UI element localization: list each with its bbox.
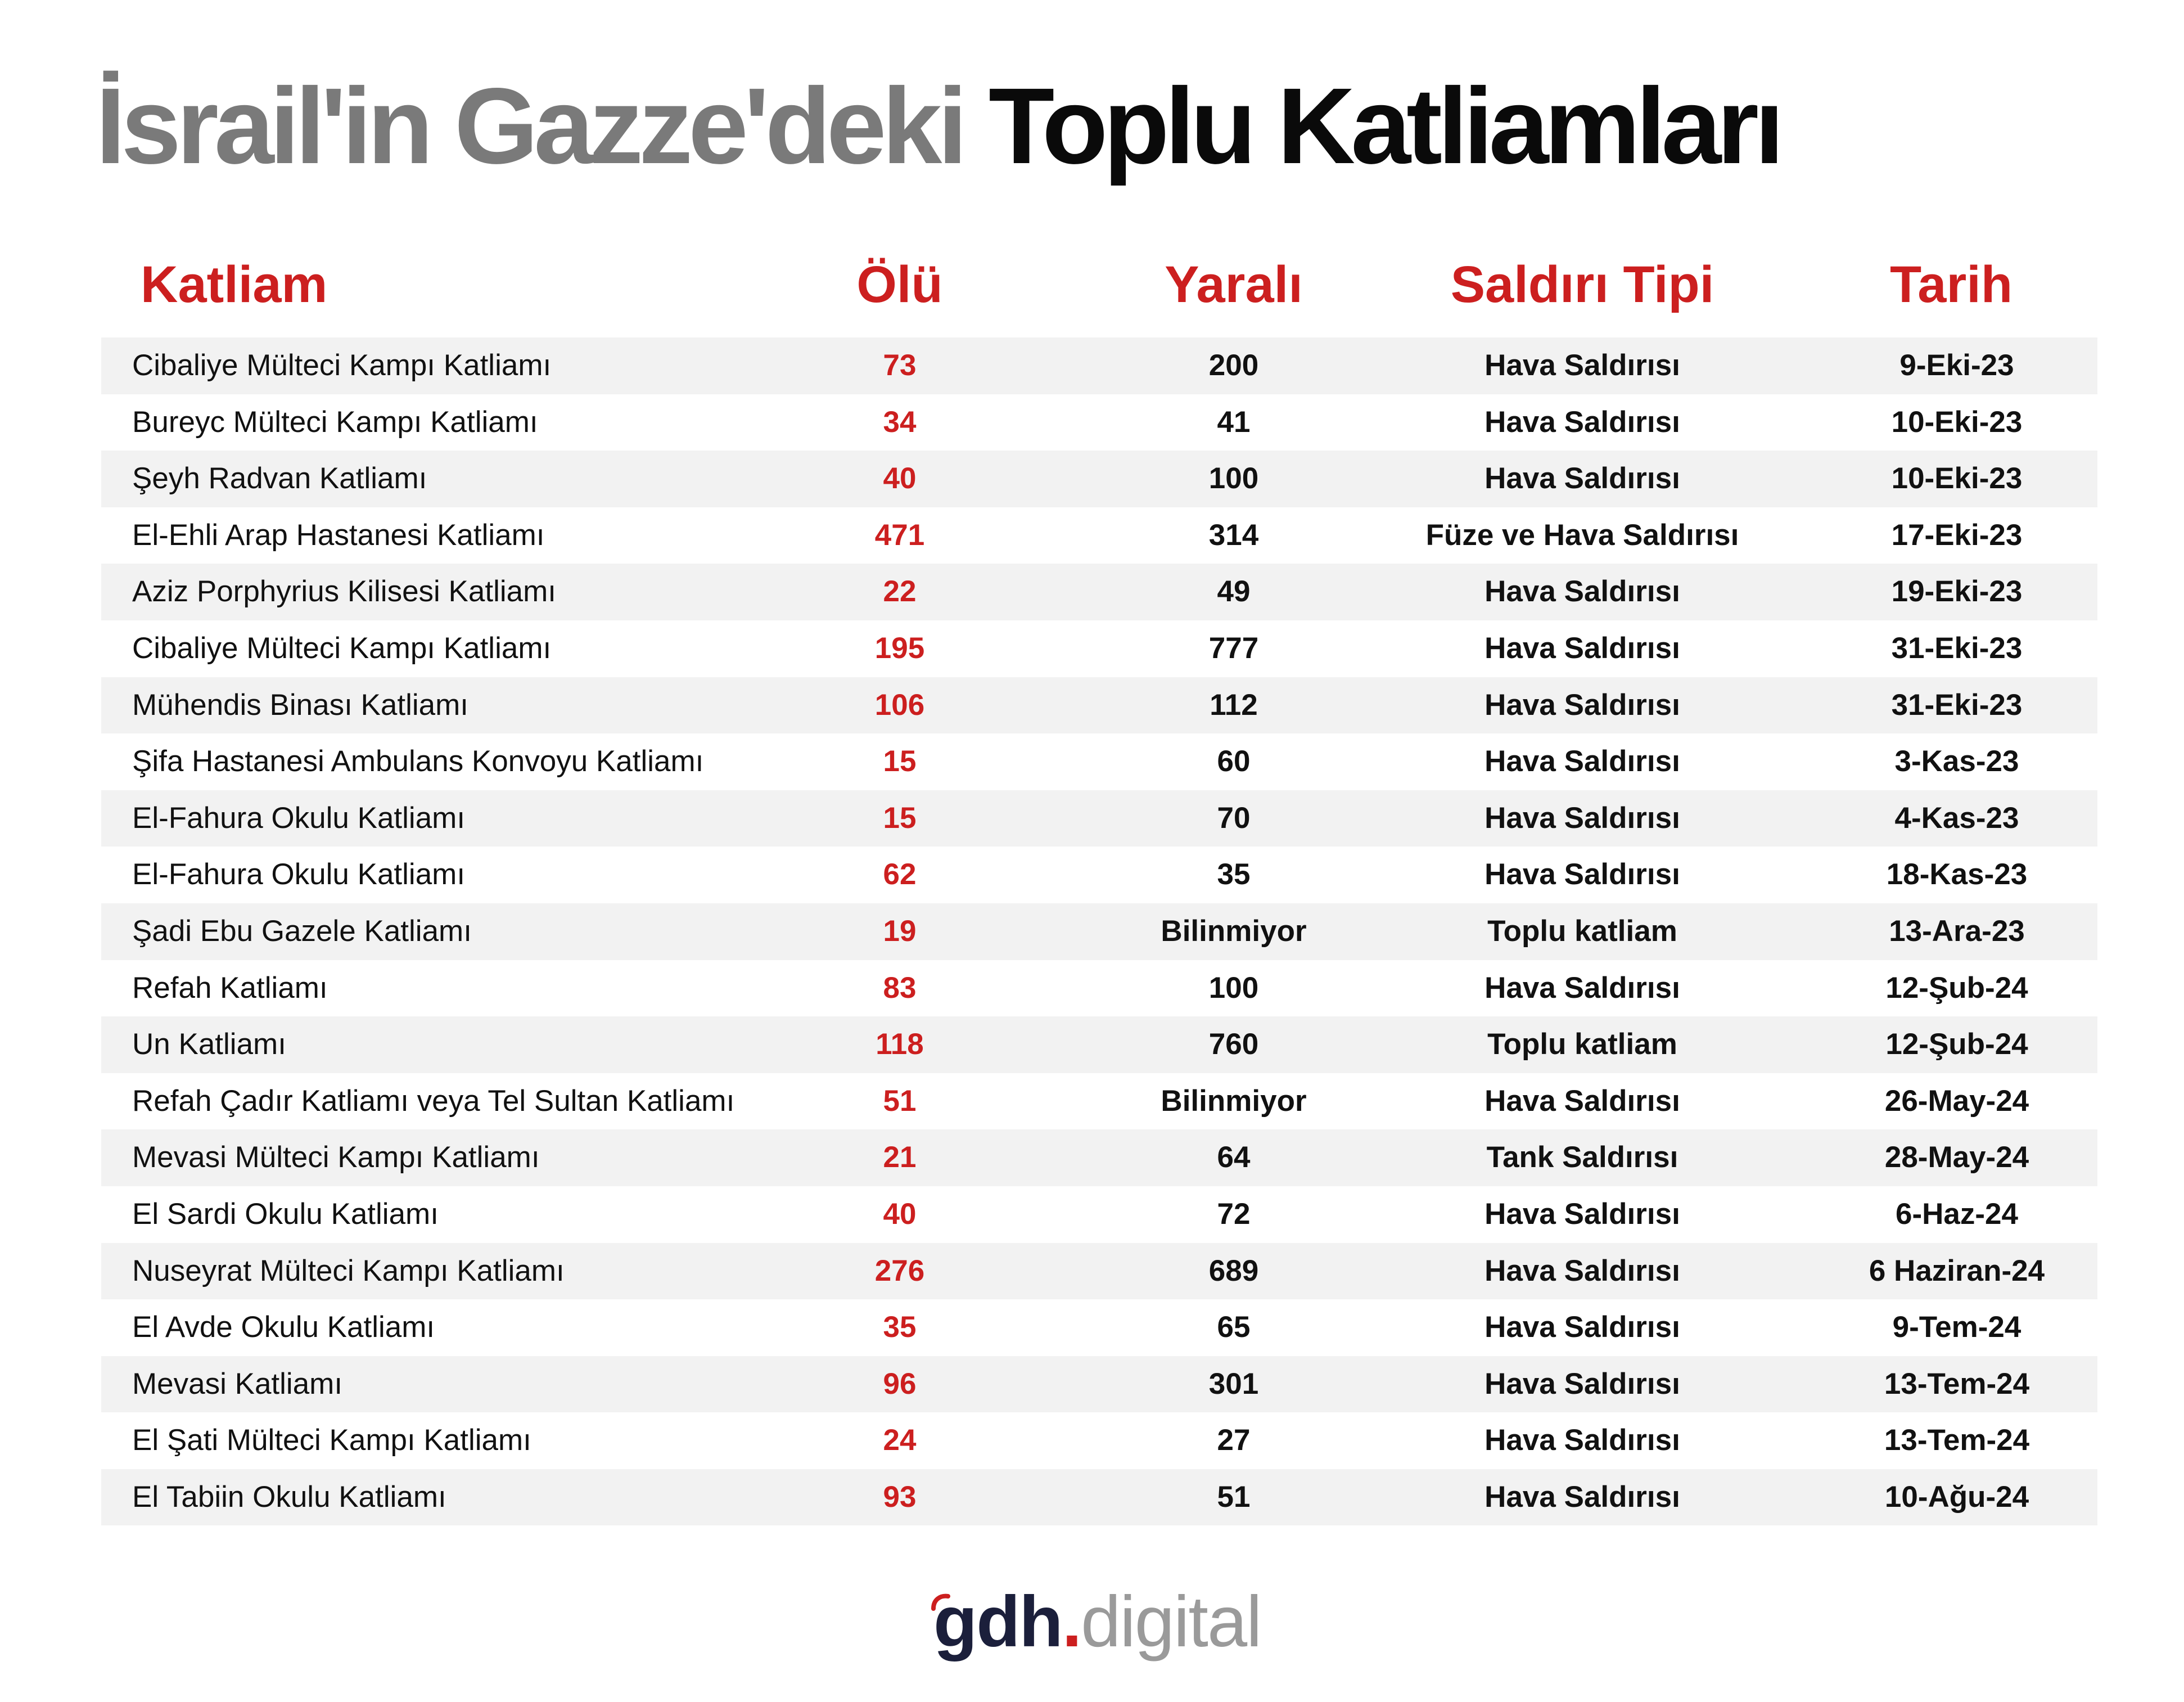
table-row [101, 507, 2097, 564]
cell-tarih: 28-May-24 [1884, 1141, 2029, 1174]
cell-olu: 34 [883, 405, 917, 439]
table-row [101, 564, 2097, 620]
cell-katliam: El-Fahura Okulu Katliamı [132, 858, 466, 891]
cell-katliam: Şadi Ebu Gazele Katliamı [132, 914, 472, 948]
cell-olu: 40 [883, 462, 917, 496]
cell-saldiri-tipi: Hava Saldırısı [1484, 349, 1680, 382]
table-header [101, 247, 2097, 337]
cell-tarih: 3-Kas-23 [1894, 745, 2019, 778]
cell-katliam: Nuseyrat Mülteci Kampı Katliamı [132, 1254, 565, 1287]
cell-yarali: 72 [1217, 1197, 1251, 1231]
cell-olu: 40 [883, 1197, 917, 1231]
cell-yarali: 301 [1208, 1367, 1259, 1401]
table-row [101, 1073, 2097, 1130]
cell-saldiri-tipi: Hava Saldırısı [1484, 575, 1680, 609]
cell-saldiri-tipi: Hava Saldırısı [1484, 858, 1680, 891]
table-row [101, 1243, 2097, 1300]
cell-tarih: 4-Kas-23 [1894, 801, 2019, 835]
cell-saldiri-tipi: Füze ve Hava Saldırısı [1425, 518, 1739, 552]
cell-olu: 24 [883, 1424, 917, 1457]
table-row [101, 337, 2097, 394]
table-row [101, 620, 2097, 677]
table-row [101, 1016, 2097, 1073]
table-row [101, 1186, 2097, 1243]
cell-katliam: El-Ehli Arap Hastanesi Katliamı [132, 518, 545, 552]
cell-tarih: 6-Haz-24 [1896, 1197, 2018, 1231]
gdh-digital-logo [933, 1582, 1261, 1671]
header-katliam: Katliam [141, 256, 328, 313]
cell-katliam: El Şati Mülteci Kampı Katliamı [132, 1424, 531, 1457]
cell-yarali: 100 [1208, 971, 1259, 1005]
cell-saldiri-tipi: Hava Saldırısı [1484, 462, 1680, 496]
table-row [101, 1412, 2097, 1469]
table-row [101, 847, 2097, 903]
cell-katliam: Şifa Hastanesi Ambulans Konvoyu Katliamı [132, 745, 704, 778]
cell-tarih: 18-Kas-23 [1886, 858, 2028, 891]
cell-yarali: 64 [1217, 1141, 1251, 1174]
cell-katliam: Cibaliye Mülteci Kampı Katliamı [132, 631, 552, 665]
table-body [101, 337, 2097, 1525]
cell-yarali: 65 [1217, 1311, 1251, 1344]
cell-olu: 93 [883, 1480, 917, 1514]
cell-olu: 19 [883, 914, 917, 948]
cell-olu: 471 [874, 518, 925, 552]
cell-yarali: 112 [1210, 688, 1258, 722]
cell-tarih: 13-Ara-23 [1889, 914, 2025, 948]
cell-olu: 195 [874, 631, 925, 665]
cell-saldiri-tipi: Hava Saldırısı [1484, 1424, 1680, 1457]
cell-yarali: 51 [1217, 1480, 1251, 1514]
cell-olu: 276 [874, 1254, 925, 1287]
cell-olu: 35 [883, 1311, 917, 1344]
table-row [101, 1299, 2097, 1356]
cell-tarih: 31-Eki-23 [1891, 688, 2023, 722]
massacres-table [101, 247, 2097, 1525]
table-row [101, 451, 2097, 507]
cell-katliam: Refah Katliamı [132, 971, 328, 1005]
cell-tarih: 13-Tem-24 [1884, 1424, 2030, 1457]
cell-katliam: Bureyc Mülteci Kampı Katliamı [132, 405, 538, 439]
cell-yarali: 70 [1217, 801, 1251, 835]
cell-saldiri-tipi: Toplu katliam [1487, 914, 1677, 948]
title-part-2: Toplu Katliamları [989, 65, 1780, 186]
cell-katliam: Mühendis Binası Katliamı [132, 688, 469, 722]
cell-tarih: 6 Haziran-24 [1869, 1254, 2045, 1287]
logo-swoosh-icon [930, 1592, 950, 1612]
cell-olu: 51 [883, 1084, 917, 1118]
header-yarali: Yaralı [1165, 256, 1303, 313]
cell-saldiri-tipi: Hava Saldırısı [1484, 745, 1680, 778]
logo-dot: . [1062, 1582, 1081, 1662]
title-part-1: İsrail'in Gazze'deki [96, 65, 963, 186]
cell-katliam: Şeyh Radvan Katliamı [132, 462, 427, 496]
cell-saldiri-tipi: Toplu katliam [1487, 1028, 1677, 1061]
table-row [101, 790, 2097, 847]
cell-tarih: 26-May-24 [1884, 1084, 2029, 1118]
cell-saldiri-tipi: Hava Saldırısı [1484, 405, 1680, 439]
cell-saldiri-tipi: Hava Saldırısı [1484, 1311, 1680, 1344]
cell-saldiri-tipi: Hava Saldırısı [1484, 1197, 1680, 1231]
cell-tarih: 12-Şub-24 [1885, 1028, 2028, 1061]
cell-olu: 15 [883, 745, 917, 778]
cell-tarih: 10-Eki-23 [1891, 462, 2023, 496]
cell-yarali: 689 [1208, 1254, 1259, 1287]
header-olu: Ölü [856, 256, 943, 313]
cell-yarali: Bilinmiyor [1161, 1084, 1307, 1118]
cell-tarih: 31-Eki-23 [1891, 631, 2023, 665]
table-row [101, 733, 2097, 790]
cell-katliam: Cibaliye Mülteci Kampı Katliamı [132, 349, 552, 382]
cell-yarali: Bilinmiyor [1161, 914, 1307, 948]
cell-olu: 83 [883, 971, 917, 1005]
logo-suffix: digital [1081, 1582, 1261, 1662]
cell-saldiri-tipi: Hava Saldırısı [1484, 1480, 1680, 1514]
cell-katliam: Mevasi Mülteci Kampı Katliamı [132, 1141, 540, 1174]
cell-saldiri-tipi: Hava Saldırısı [1484, 1084, 1680, 1118]
cell-katliam: Refah Çadır Katliamı veya Tel Sultan Katliamı [132, 1084, 735, 1118]
cell-yarali: 49 [1217, 575, 1251, 609]
table-row [101, 677, 2097, 734]
cell-olu: 106 [874, 688, 925, 722]
cell-tarih: 10-Eki-23 [1891, 405, 2023, 439]
cell-saldiri-tipi: Hava Saldırısı [1484, 1254, 1680, 1287]
cell-yarali: 200 [1208, 349, 1259, 382]
cell-tarih: 17-Eki-23 [1891, 518, 2023, 552]
cell-yarali: 41 [1217, 405, 1251, 439]
cell-katliam: El Tabiin Okulu Katliamı [132, 1480, 446, 1514]
cell-katliam: El Avde Okulu Katliamı [132, 1311, 435, 1344]
cell-saldiri-tipi: Hava Saldırısı [1484, 801, 1680, 835]
table-row [101, 1469, 2097, 1526]
cell-yarali: 777 [1208, 631, 1259, 665]
table-row [101, 903, 2097, 960]
cell-saldiri-tipi: Hava Saldırısı [1484, 631, 1680, 665]
cell-saldiri-tipi: Hava Saldırısı [1484, 971, 1680, 1005]
cell-tarih: 10-Ağu-24 [1884, 1480, 2029, 1514]
cell-tarih: 19-Eki-23 [1891, 575, 2023, 609]
cell-katliam: El-Fahura Okulu Katliamı [132, 801, 466, 835]
cell-katliam: Aziz Porphyrius Kilisesi Katliamı [132, 575, 557, 609]
logo-brand: gdh [933, 1582, 1062, 1662]
table-row [101, 1129, 2097, 1186]
cell-tarih: 9-Tem-24 [1892, 1311, 2021, 1344]
cell-yarali: 60 [1217, 745, 1251, 778]
cell-olu: 73 [883, 349, 917, 382]
header-saldiri-tipi: Saldırı Tipi [1450, 256, 1714, 313]
page-title [96, 65, 1780, 186]
cell-olu: 62 [883, 858, 917, 891]
cell-yarali: 35 [1217, 858, 1251, 891]
cell-olu: 22 [883, 575, 917, 609]
cell-katliam: Un Katliamı [132, 1028, 286, 1061]
cell-olu: 118 [876, 1028, 924, 1061]
cell-olu: 21 [883, 1141, 917, 1174]
table-row [101, 1356, 2097, 1413]
cell-yarali: 760 [1208, 1028, 1259, 1061]
cell-yarali: 27 [1217, 1424, 1251, 1457]
cell-saldiri-tipi: Tank Saldırısı [1486, 1141, 1678, 1174]
cell-tarih: 13-Tem-24 [1884, 1367, 2030, 1401]
table-row [101, 960, 2097, 1017]
cell-tarih: 9-Eki-23 [1899, 349, 2014, 382]
cell-katliam: Mevasi Katliamı [132, 1367, 343, 1401]
cell-saldiri-tipi: Hava Saldırısı [1484, 1367, 1680, 1401]
cell-olu: 15 [883, 801, 917, 835]
cell-yarali: 100 [1208, 462, 1259, 496]
cell-katliam: El Sardi Okulu Katliamı [132, 1197, 439, 1231]
cell-saldiri-tipi: Hava Saldırısı [1484, 688, 1680, 722]
cell-tarih: 12-Şub-24 [1885, 971, 2028, 1005]
cell-olu: 96 [883, 1367, 917, 1401]
table-row [101, 394, 2097, 451]
header-tarih: Tarih [1889, 256, 2013, 313]
cell-yarali: 314 [1208, 518, 1259, 552]
